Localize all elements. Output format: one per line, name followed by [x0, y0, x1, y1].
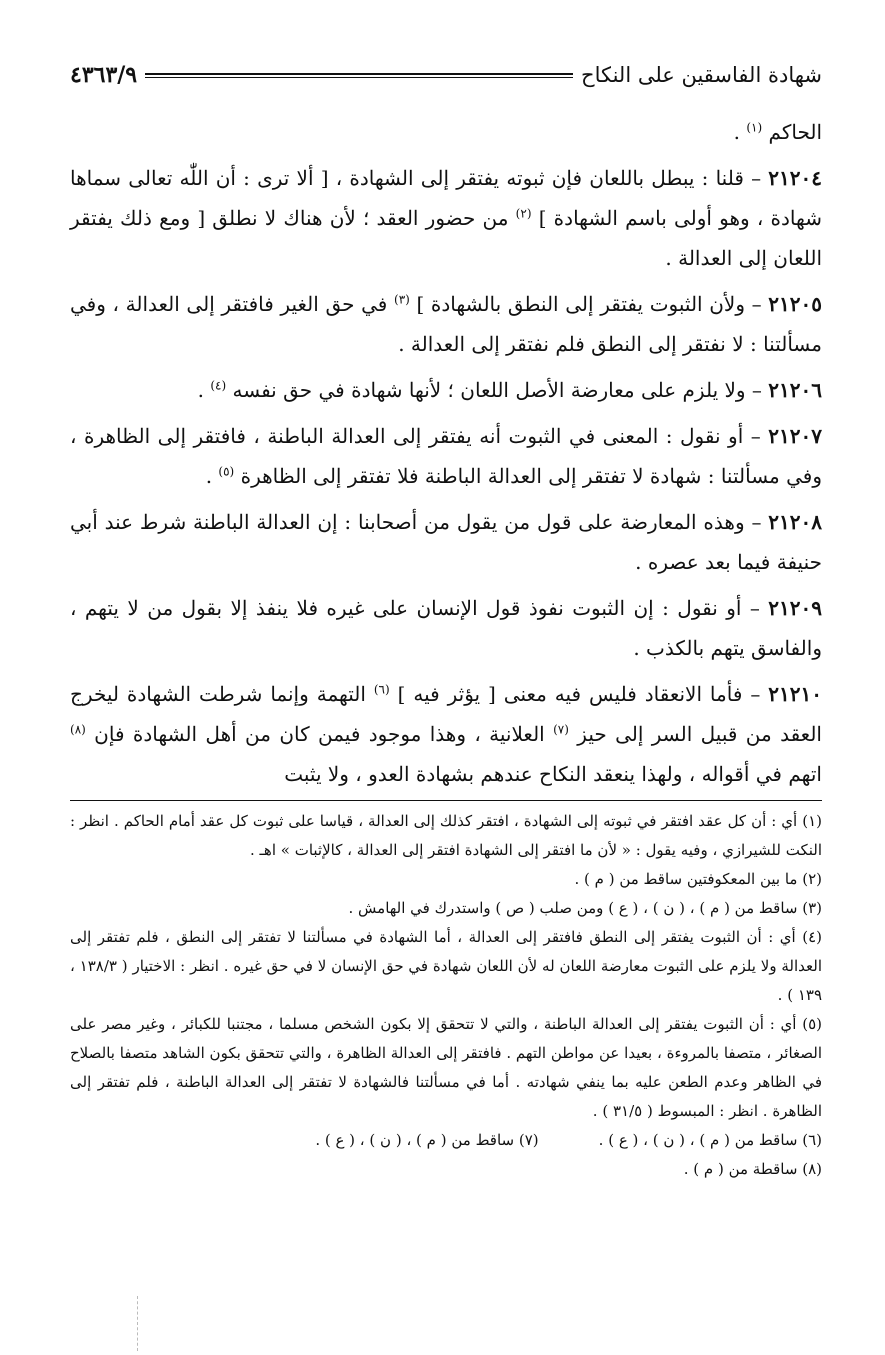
lead-line: [70, 112, 822, 152]
footnote-marker: (٨): [70, 722, 86, 737]
footnote-marker: (٦): [373, 682, 390, 697]
paragraph-text: – قلنا : يبطل باللعان فإن ثبوته يفتقر إلى الشهادة ، [ ألا ترى : أن اللّٰه تعالى سماها شهادة ، وهو أولى باسم الشهادة ]: [70, 166, 822, 230]
footnote-marker: (٧): [553, 722, 569, 737]
footnotes: [70, 807, 822, 1184]
paragraph-number: ٢١٢٠٥: [768, 292, 822, 316]
paragraph-number: ٢١٢٠٧: [768, 424, 822, 448]
paragraph-text: – أو نقول : المعنى في الثبوت أنه يفتقر إلى العدالة الباطنة ، فافتقر إلى الظاهرة ، وفي مسألتنا : شهادة لا تفتقر إلى العدالة الباطنة فلا تفتقر إلى الظاهرة: [70, 424, 822, 488]
paragraph: [70, 674, 822, 794]
paragraph: [70, 416, 822, 496]
margin-guide: [137, 1296, 139, 1351]
footnote: (٥) أي : أن الثبوت يفتقر إلى العدالة الباطنة ، والتي لا تتحقق إلا بكون الشخص مسلما ، مجتنبا للكبائر ، وغير مصر على الصغائر ، متصفا بالمروءة ، بعيدا عن مواطن التهم . فافتقر إلى العدالة الظاهرة ، والتي تتحقق بكون الشاهد متصفا بالصلاح في الظاهر وعدم الطعن عليه بما ينفي شهادته . أما في مسألتنا فالشهادة لا تفتقر إلى العدالة الباطنة ، فلم تفتقر إلى الظاهرة . انظر : المبسوط ( ٣١/٥ ) .: [70, 1015, 822, 1120]
paragraph-text: – ولأن الثبوت يفتقر إلى النطق بالشهادة ]: [409, 292, 769, 316]
running-header: [70, 58, 822, 92]
footnote-marker: (٣): [394, 292, 410, 307]
footnote-marker: (٤): [210, 378, 227, 393]
paragraph: [70, 588, 822, 668]
paragraph-text: العلانية ، وهذا موجود فيمن كان من أهل الشهادة فإن: [85, 722, 554, 746]
paragraph: [70, 502, 822, 582]
lead-end: .: [733, 120, 747, 144]
footnote: (٤) أي : أن الثبوت يفتقر إلى النطق فافتقر إلى العدالة ، أما الشهادة في مسألتنا لا تفتقر إلى النطق ، فلم تفتقر إلى العدالة ولا يلزم على الثبوت معارضة اللعان له لأن اللعان شهادة في حق الإنسان لا في حق غيره . انظر : الاختيار ( ١٣٨/٣ ، ١٣٩ ) .: [70, 928, 823, 1004]
paragraph-text: .: [205, 464, 219, 488]
paragraph-number: ٢١٢٠٨: [768, 510, 822, 534]
footnote: (٧) ساقط من ( م ) ، ( ن ) ، ( ع ) .: [315, 1131, 539, 1149]
paragraph-number: ٢١٢٠٩: [768, 596, 823, 620]
footnote-separator: [70, 800, 822, 801]
header-rule: [145, 73, 573, 78]
footnote-marker: (١): [746, 120, 763, 135]
footnote-marker: (٥): [218, 464, 235, 479]
paragraph-text: – فأما الانعقاد فليس فيه معنى [ يؤثر فيه ]: [389, 682, 769, 706]
paragraph: [70, 284, 822, 364]
page-number: ٤٣٦٣/٩: [70, 62, 138, 88]
footnote-list: [70, 807, 822, 1126]
footnote: (٢) ما بين المعكوفتين ساقط من ( م ) .: [574, 870, 822, 888]
paragraph-text: – أو نقول : إن الثبوت نفوذ قول الإنسان على غيره فلا ينفذ إلا بقول من لا يتهم ، والفاسق يتهم بالكذب .: [70, 596, 822, 660]
footnote-marker: (٢): [515, 206, 532, 221]
paragraph: [70, 370, 822, 410]
paragraph-text: التهمة وإنما شرطت الشهادة ليخرج العقد من قبيل السر إلى حيز: [70, 682, 822, 746]
paragraph-number: ٢١٢٠٦: [768, 378, 822, 402]
book-page: [70, 58, 822, 1184]
paragraph-text: من حضور العقد ؛ لأن هناك لا نطلق [ ومع ذلك يفتقر اللعان إلى العدالة .: [70, 206, 822, 270]
lead-text: الحاكم: [762, 120, 822, 144]
paragraph-number: ٢١٢٠٤: [768, 166, 822, 190]
paragraph-list: [70, 158, 822, 794]
paragraph-text: – وهذه المعارضة على قول من يقول من أصحابنا : إن العدالة الباطنة شرط عند أبي حنيفة فيما بعد عصره .: [70, 510, 822, 574]
paragraph-text: .: [197, 378, 211, 402]
paragraph-text: في حق الغير فافتقر إلى العدالة ، وفي مسألتنا : لا نفتقر إلى النطق فلم نفتقر إلى العدالة .: [70, 292, 822, 356]
paragraph-number: ٢١٢١٠: [768, 682, 822, 706]
footnote-row: [70, 1126, 822, 1155]
paragraph: [70, 158, 822, 278]
paragraph-text: اتهم في أقواله ، ولهذا ينعقد النكاح عندهم بشهادة العدو ، ولا يثبت: [284, 762, 822, 786]
footnote: (٣) ساقط من ( م ) ، ( ن ) ، ( ع ) ومن صلب ( ص ) واستدرك في الهامش .: [348, 899, 822, 917]
running-title: شهادة الفاسقين على النكاح: [581, 63, 822, 87]
footnote: (١) أي : أن كل عقد افتقر في ثبوته إلى الشهادة ، افتقر كذلك إلى العدالة ، قياسا على ثبوت كل عقد أمام الحاكم . انظر : النكت للشيرازي ، وفيه يقول : « لأن ما افتقر إلى الشهادة افتقر إلى العدالة ، كالإثبات » اهـ .: [70, 812, 822, 859]
footnote: (٦) ساقط من ( م ) ، ( ن ) ، ( ع ) .: [598, 1131, 822, 1149]
paragraph-text: – ولا يلزم على معارضة الأصل اللعان ؛ لأنها شهادة في حق نفسه: [226, 378, 769, 402]
main-text: [70, 112, 822, 794]
footnote: (٨) ساقطة من ( م ) .: [683, 1160, 822, 1178]
